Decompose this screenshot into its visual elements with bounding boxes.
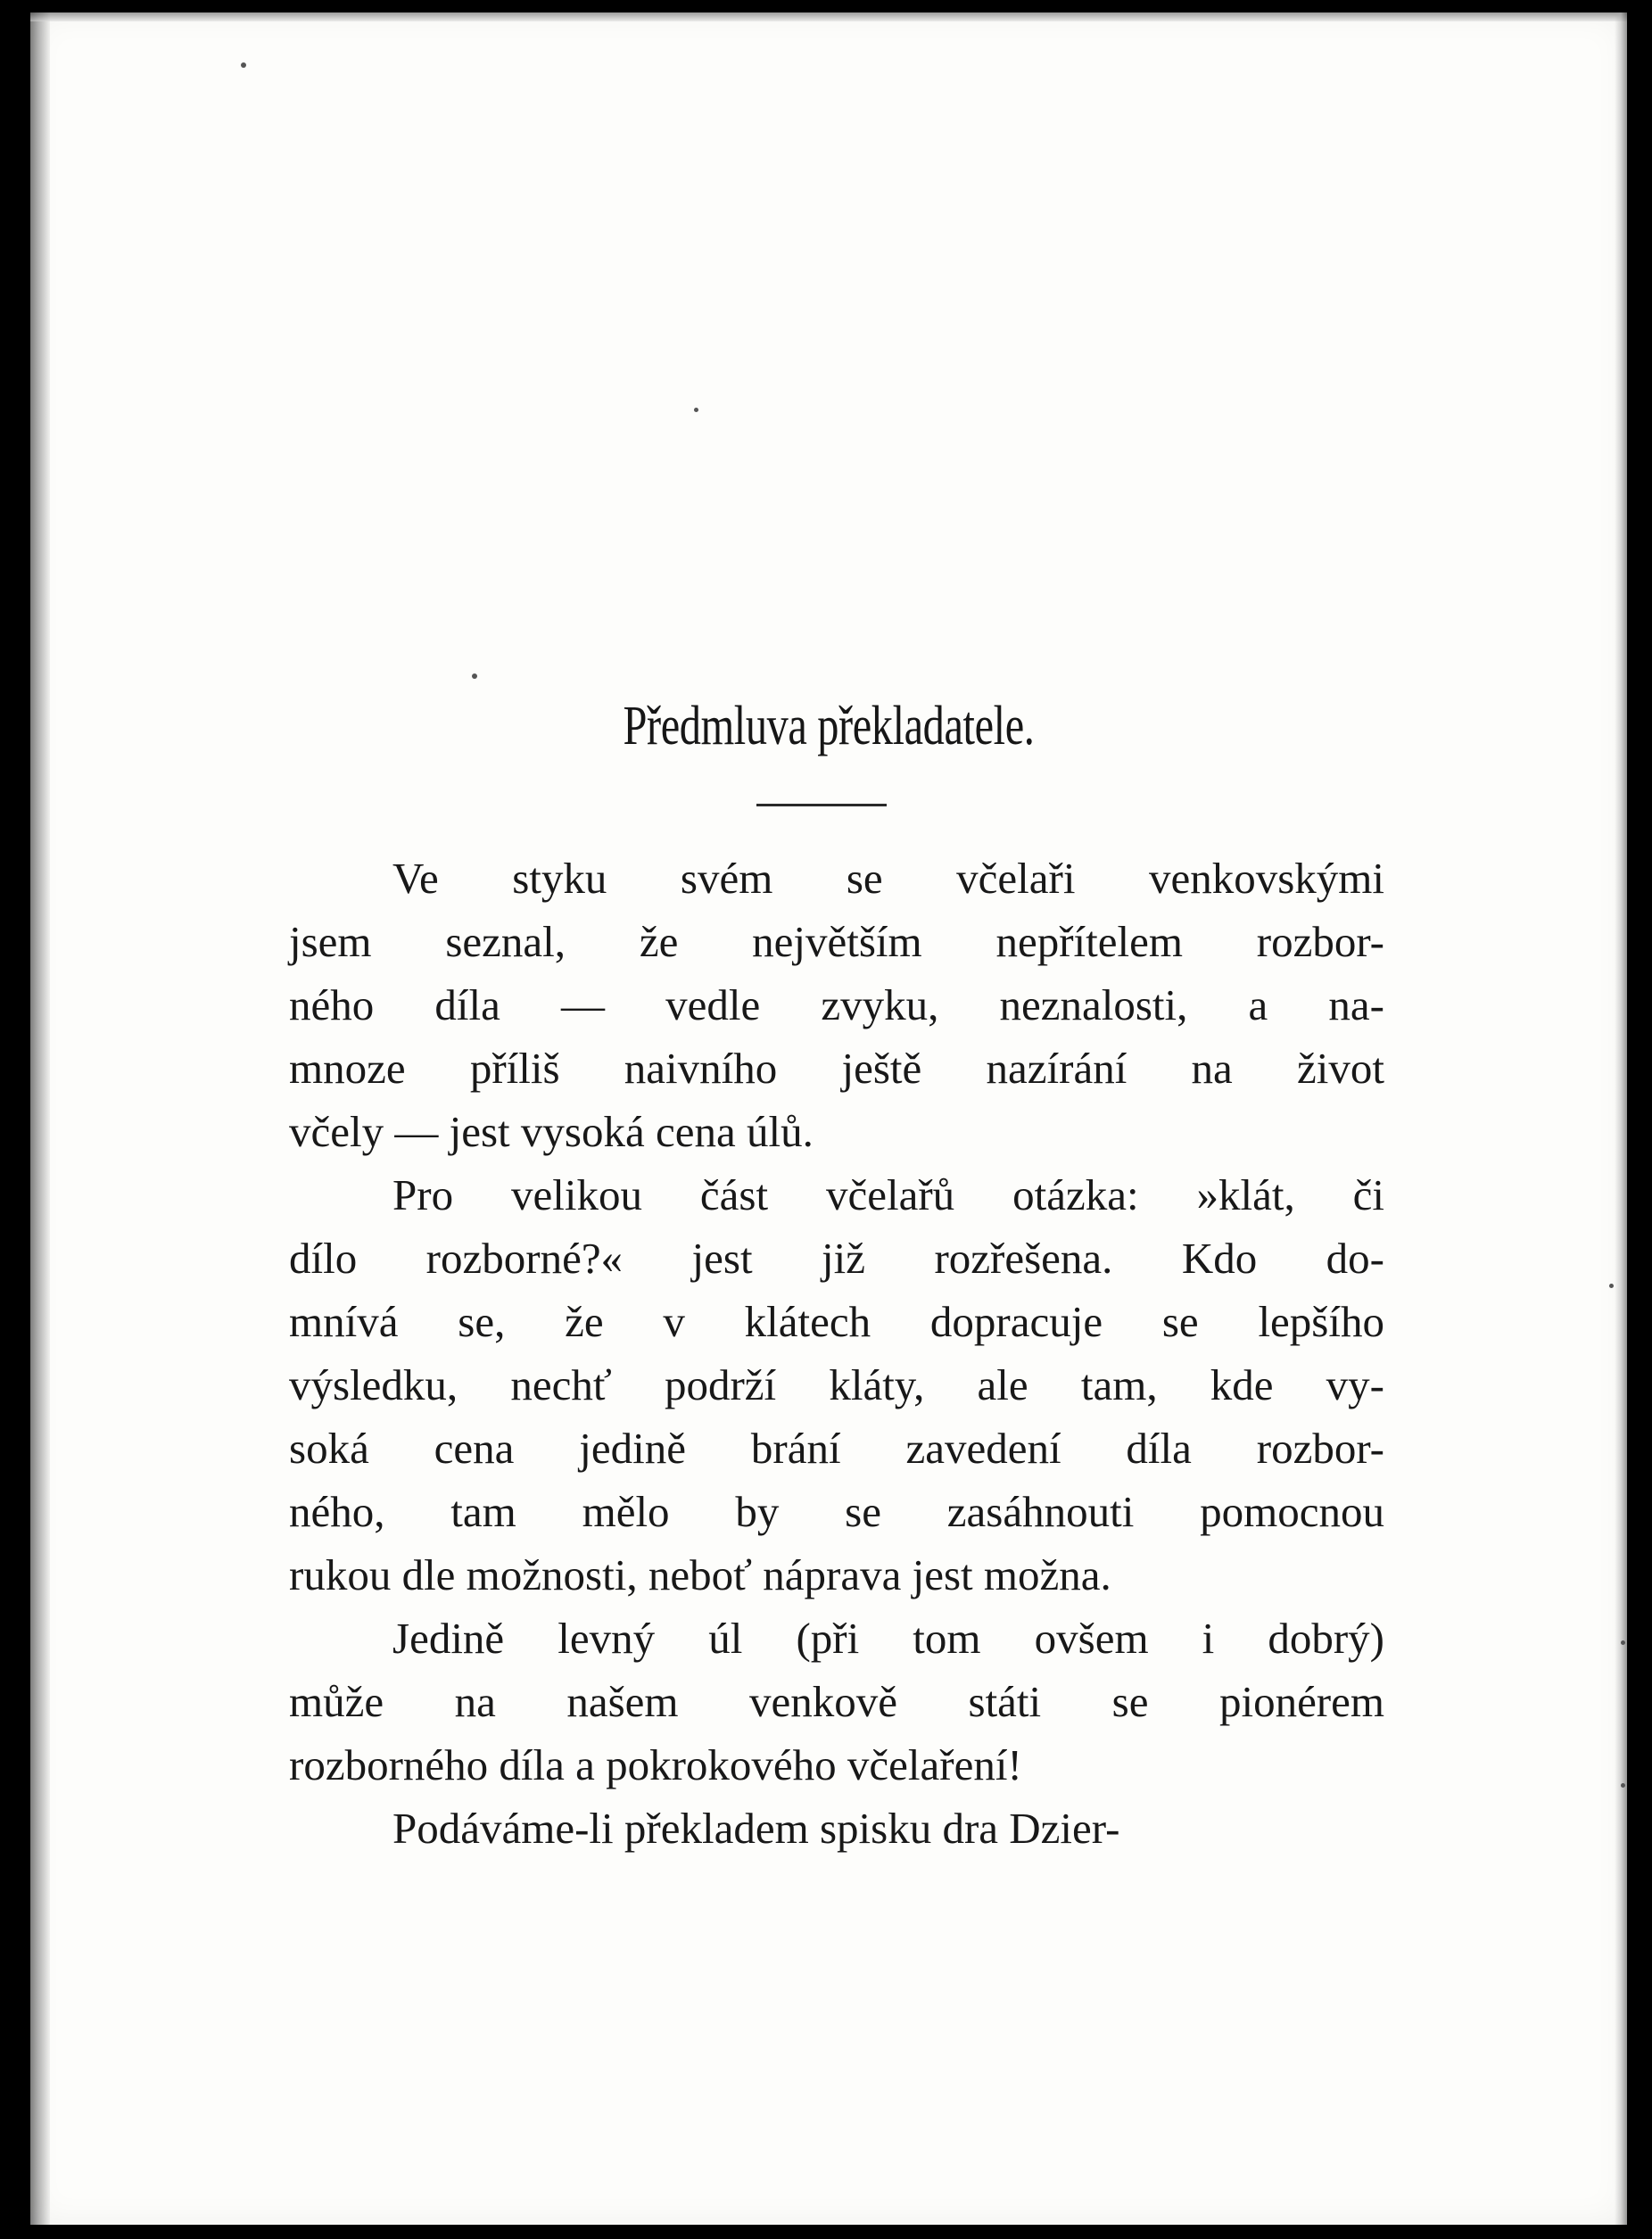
text-line: může na našem venkově státi se pionérem (289, 1677, 1384, 1726)
text-line: včely — jest vysoká cena úlů. (289, 1107, 814, 1156)
text-line: Pro velikou část včelařů otázka: »klát, či (392, 1170, 1384, 1219)
text-line: jsem seznal, že největším nepřítelem rozbor- (289, 917, 1384, 966)
body-text (289, 847, 1384, 1860)
paragraph (289, 847, 1384, 1163)
text-line: mnoze příliš naivního ještě nazírání na život (289, 1044, 1384, 1093)
text-line: ného díla — vedle zvyku, neznalosti, a na- (289, 980, 1384, 1029)
text-line: Podáváme-li překladem spisku dra Dzier- (392, 1804, 1120, 1853)
text-line: Jedině levný úl (při tom ovšem i dobrý) (392, 1614, 1384, 1663)
text-line: mnívá se, že v klátech dopracuje se lepšího (289, 1297, 1384, 1346)
page-edge-left (30, 12, 50, 2225)
page-edge-right (1615, 12, 1627, 2225)
text-line: dílo rozborné?« jest již rozřešena. Kdo do- (289, 1234, 1384, 1283)
speck (241, 62, 246, 68)
text-line: výsledku, nechť podrží kláty, ale tam, kde vy- (289, 1360, 1384, 1409)
page-edge-top (30, 12, 1627, 21)
text-line: Ve styku svém se včelaři venkovskými (392, 854, 1384, 903)
speck (1609, 1284, 1614, 1288)
text-line: rukou dle možnosti, neboť náprava jest možna. (289, 1550, 1111, 1599)
title-rule (756, 804, 887, 806)
text-line: soká cena jedině brání zavedení díla rozbor- (289, 1424, 1384, 1473)
paragraph (289, 1163, 1384, 1607)
speck (694, 408, 698, 412)
speck (472, 673, 477, 679)
paragraph (289, 1797, 1384, 1860)
speck (1621, 1640, 1625, 1645)
text-line: rozborného díla a pokrokového včelaření! (289, 1740, 1022, 1789)
page-title: Předmluva překladatele. (623, 696, 1035, 756)
speck (1621, 1783, 1625, 1788)
text-line: ného, tam mělo by se zasáhnouti pomocnou (289, 1487, 1384, 1536)
paragraph (289, 1607, 1384, 1797)
book-page (30, 12, 1627, 2225)
